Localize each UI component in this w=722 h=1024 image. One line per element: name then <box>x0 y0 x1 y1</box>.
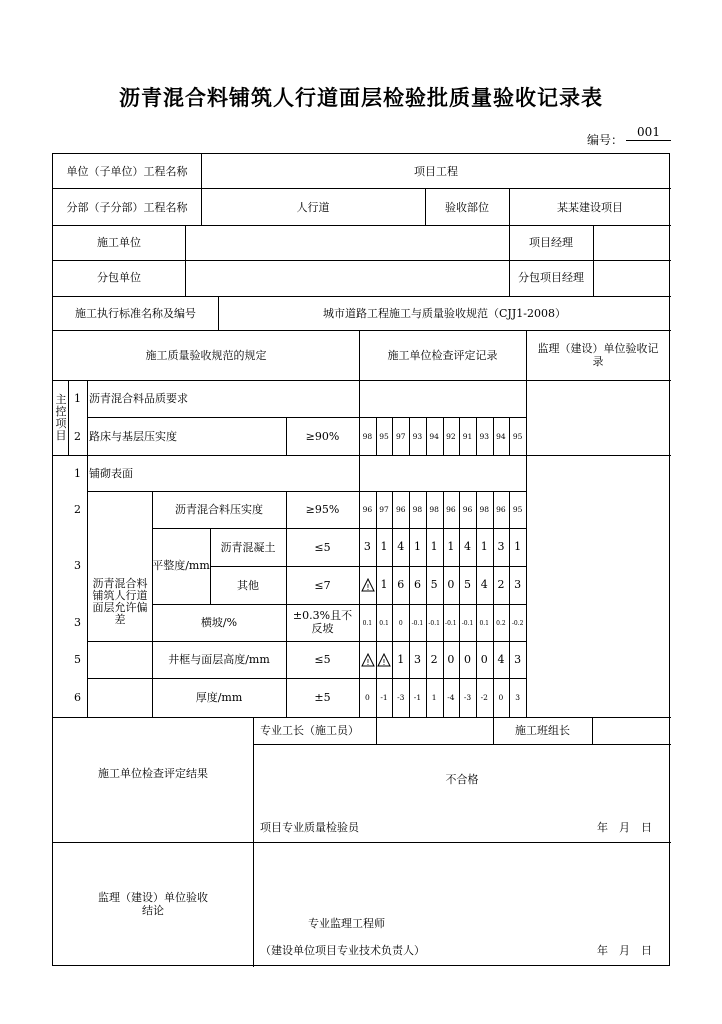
cross-slope-value: 0 <box>398 620 403 627</box>
contractor-label: 施工单位 <box>97 236 141 249</box>
compaction-value: 96 <box>496 505 506 514</box>
foreman-label: 专业工长（施工员） <box>260 724 359 737</box>
cross-slope-std: ±0.3%且不反坡 <box>292 609 353 635</box>
main-item-2-value: 97 <box>395 432 406 441</box>
manhole-height-value: 4 <box>497 653 505 666</box>
compaction-value: 95 <box>512 505 523 514</box>
main-item-2-value: 94 <box>496 432 506 441</box>
cross-slope-value: 0.1 <box>379 620 389 627</box>
unit-name-label: 单位（子单位）工程名称 <box>66 165 188 178</box>
svg-text:!: ! <box>365 583 370 592</box>
main-control-label: 主控项目 <box>55 393 67 442</box>
flatness-other-value: 0 <box>447 578 455 591</box>
flatness-asphalt-value: 1 <box>430 540 438 553</box>
manhole-height-value: 0 <box>447 653 455 666</box>
main-item-1-name: 沥青混合料品质要求 <box>89 392 188 405</box>
manhole-height-value: 0 <box>480 653 488 666</box>
owner-technical-label: （建设单位项目专业技术负责人） <box>260 944 425 957</box>
subcontractor-label: 分包单位 <box>97 271 141 284</box>
thickness-value: -1 <box>380 693 388 702</box>
warning-triangle-icon <box>361 652 375 666</box>
flatness-asphalt-value: 4 <box>397 540 405 553</box>
serial-number[interactable]: 001 <box>626 125 671 141</box>
sub-project-manager-label: 分包项目经理 <box>518 271 584 284</box>
team-leader-label: 施工班组长 <box>515 724 570 737</box>
flatness-other-value: 3 <box>514 578 522 591</box>
flatness-other-value: 2 <box>497 578 505 591</box>
flatness-other-label: 其他 <box>237 579 259 592</box>
flatness-other-value: 1 <box>380 578 388 591</box>
general-row-3-no: 3 <box>74 559 81 572</box>
supervisor-column-header: 监理（建设）单位验收记录 <box>537 342 659 368</box>
standard-label: 施工执行标准名称及编号 <box>75 307 196 320</box>
check-column-header: 施工单位检查评定记录 <box>387 349 498 362</box>
flatness-other-value: 4 <box>480 578 488 591</box>
flatness-other-std: ≤7 <box>314 579 331 592</box>
subunit-name-label: 分部（子分部）工程名称 <box>66 201 188 214</box>
general-row-6-no: 6 <box>74 691 81 704</box>
thickness-value: 3 <box>515 693 521 702</box>
warning-triangle-icon <box>361 577 375 591</box>
main-item-2-value: 98 <box>362 432 373 441</box>
svg-text:!: ! <box>365 658 370 667</box>
compaction-std: ≥95% <box>305 503 340 516</box>
flatness-name: 平整度/mm <box>152 559 210 572</box>
thickness-value: -3 <box>463 693 472 702</box>
compaction-value: 98 <box>429 505 439 514</box>
general-item-1-name: 铺砌表面 <box>89 467 133 480</box>
cross-slope-value: 0.1 <box>362 620 373 627</box>
flatness-asphalt-value: 3 <box>497 540 505 553</box>
flatness-asphalt-std: ≤5 <box>314 541 331 554</box>
thickness-name: 厚度/mm <box>195 691 243 704</box>
flatness-asphalt-value: 1 <box>514 540 522 553</box>
inspection-part-value[interactable]: 某某建设项目 <box>557 201 623 214</box>
manhole-height-value: 0 <box>464 653 472 666</box>
general-row-cross-slope-no: 3 <box>74 616 81 629</box>
flatness-other-value: 5 <box>464 578 472 591</box>
cross-slope-value: 0.1 <box>479 620 489 627</box>
project-manager-label: 项目经理 <box>529 236 573 249</box>
cross-slope-value: 0.2 <box>496 620 506 627</box>
main-item-2-value: 94 <box>429 432 439 441</box>
flatness-asphalt-value: 3 <box>363 540 371 553</box>
cross-slope-value: -0.1 <box>461 620 474 627</box>
manhole-height-value: 3 <box>413 653 421 666</box>
compaction-value: 96 <box>395 505 406 514</box>
svg-text:!: ! <box>382 658 386 667</box>
compaction-value: 98 <box>412 505 423 514</box>
inspection-form <box>52 153 670 966</box>
main-item-2-no: 2 <box>74 430 81 443</box>
standard-value: 城市道路工程施工与质量验收规范（CJJ1-2008） <box>323 307 566 320</box>
cross-slope-value: -0.1 <box>411 620 424 627</box>
spec-column-header: 施工质量验收规范的规定 <box>145 349 267 362</box>
conclusion-date-label: 年 月 日 <box>597 944 652 957</box>
unit-name-value[interactable]: 项目工程 <box>414 165 458 178</box>
compaction-name: 沥青混合料压实度 <box>175 503 263 516</box>
supervising-engineer-label: 专业监理工程师 <box>308 917 385 930</box>
compaction-value: 96 <box>446 505 456 514</box>
main-item-2-value: 93 <box>412 432 423 441</box>
thickness-value: -3 <box>397 693 405 702</box>
cross-slope-name: 横坡/% <box>200 616 238 629</box>
general-item-1-no: 1 <box>74 467 81 480</box>
flatness-other-value: 6 <box>413 578 421 591</box>
main-item-2-name: 路床与基层压实度 <box>89 430 177 443</box>
thickness-value: -4 <box>447 693 455 702</box>
tolerance-group-label: 沥青混合料铺筑人行道面层允许偏差 <box>92 577 148 626</box>
thickness-value: -2 <box>480 693 488 702</box>
compaction-value: 96 <box>462 505 473 514</box>
flatness-asphalt-value: 1 <box>480 540 488 553</box>
flatness-asphalt-value: 4 <box>464 540 472 553</box>
main-item-1-no: 1 <box>74 392 81 405</box>
compaction-value: 97 <box>379 505 389 514</box>
manhole-height-value: 2 <box>430 653 438 666</box>
thickness-value: 0 <box>364 693 370 702</box>
thickness-value: -1 <box>413 693 422 702</box>
thickness-value: 0 <box>498 693 504 702</box>
main-item-2-value: 95 <box>379 432 389 441</box>
main-item-2-value: 91 <box>462 432 473 441</box>
supervisor-conclusion-label: 监理（建设）单位验收结论 <box>98 891 208 917</box>
main-item-2-std: ≥90% <box>305 430 340 443</box>
thickness-std: ±5 <box>314 691 331 704</box>
cross-slope-value: -0.1 <box>428 620 440 627</box>
flatness-asphalt-value: 1 <box>447 540 455 553</box>
main-item-2-value: 93 <box>479 432 489 441</box>
quality-inspector-label: 项目专业质量检验员 <box>260 821 359 834</box>
main-item-2-value: 95 <box>512 432 523 441</box>
manhole-height-name: 井框与面层高度/mm <box>168 653 270 666</box>
general-row-2-no: 2 <box>74 503 81 516</box>
main-item-2-value: 92 <box>446 432 456 441</box>
manhole-height-std: ≤5 <box>314 653 331 666</box>
compaction-value: 96 <box>362 505 373 514</box>
inspection-part-label: 验收部位 <box>445 201 489 214</box>
cross-slope-value: -0.2 <box>511 620 524 627</box>
flatness-asphalt-label: 沥青混凝土 <box>220 541 276 554</box>
check-result-label: 施工单位检查评定结果 <box>98 767 208 780</box>
form-title: 沥青混合料铺筑人行道面层检验批质量验收记录表 <box>119 85 603 110</box>
cross-slope-value: -0.1 <box>445 620 457 627</box>
manhole-height-value: 3 <box>514 653 522 666</box>
flatness-asphalt-value: 1 <box>380 540 388 553</box>
inspection-date-label: 年 月 日 <box>597 821 652 834</box>
compaction-value: 98 <box>479 505 489 514</box>
flatness-other-value: 6 <box>397 578 405 591</box>
manhole-height-value: 1 <box>397 653 405 666</box>
warning-triangle-icon <box>377 652 391 666</box>
flatness-asphalt-value: 1 <box>413 540 421 553</box>
general-row-5-no: 5 <box>74 653 81 666</box>
flatness-other-value: 5 <box>430 578 438 591</box>
serial-label: 编号： <box>587 133 624 147</box>
thickness-value: 1 <box>431 693 437 702</box>
subunit-name-value[interactable]: 人行道 <box>296 201 330 214</box>
check-result-value[interactable]: 不合格 <box>445 773 479 786</box>
